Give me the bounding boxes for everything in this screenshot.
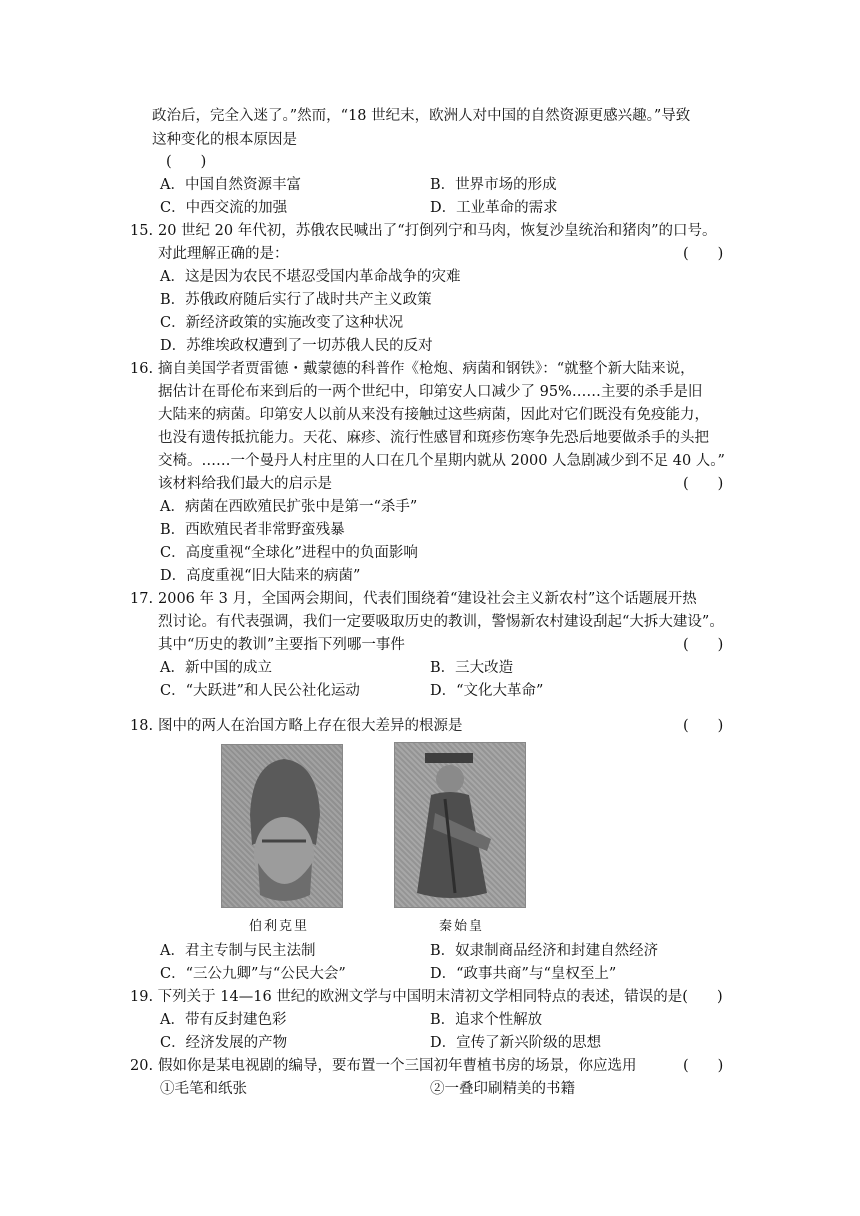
q16-stem-line3: 大陆来的病菌。印第安人以前从来没有接触过这些病菌，因此对它们既没有免疫能力，	[158, 407, 709, 423]
q17-option-a: A．新中国的成立	[160, 660, 272, 676]
q15-answer-paren: ( )	[683, 246, 724, 262]
q16-number: 16.	[130, 361, 154, 377]
q16-stem-line4: 也没有遗传抵抗能力。天花、麻疹、流行性感冒和斑疹伤寒争先恐后地要做杀手的头把	[158, 430, 709, 446]
q18-option-b: B．奴隶制商品经济和封建自然经济	[430, 943, 659, 959]
q16-stem-line6: 该材料给我们最大的启示是	[158, 476, 332, 492]
q18-answer-paren: ( )	[683, 718, 724, 734]
q14-stem-line1: 政治后，完全入迷了。”然而，“18 世纪末，欧洲人对中国的自然资源更感兴趣。”导致	[152, 108, 691, 124]
q16-option-b: B．西欧殖民者非常野蛮残暴	[160, 522, 345, 538]
q18-option-c: C．“三公九卿”与“公民大会”	[160, 966, 346, 982]
pericles-caption: 伯利克里	[249, 919, 310, 934]
q18-number: 18.	[130, 718, 154, 734]
qin-shi-huang-caption: 秦始皇	[439, 919, 485, 934]
q15-stem-line2: 对此理解正确的是：	[158, 246, 289, 262]
q19-option-a: A．带有反封建色彩	[160, 1012, 287, 1028]
q20-stem: 假如你是某电视剧的编导，要布置一个三国初年曹植书房的场景，你应选用	[158, 1058, 637, 1074]
q14-answer-paren: ( )	[166, 154, 207, 170]
q16-stem-line2: 据估计在哥伦布来到后的一两个世纪中，印第安人口减少了 95%……主要的杀手是旧	[158, 384, 703, 400]
q18-option-a: A．君主专制与民主法制	[160, 943, 316, 959]
pericles-portrait	[221, 744, 343, 908]
q16-stem-line1: 摘自美国学者贾雷德・戴蒙德的科普作《枪炮、病菌和钢铁》：“就整个新大陆来说，	[158, 361, 695, 377]
q17-option-d: D．“文化大革命”	[430, 683, 544, 699]
q14-option-d: D．工业革命的需求	[430, 200, 558, 216]
q17-stem-line1: 2006 年 3 月，全国两会期间，代表们围绕着“建设社会主义新农村”这个话题展开热	[158, 591, 697, 607]
q14-option-c: C．中西交流的加强	[160, 200, 288, 216]
q15-option-c: C．新经济政策的实施改变了这种状况	[160, 315, 404, 331]
q20-option-1: ①毛笔和纸张	[160, 1081, 247, 1097]
q15-option-d: D．苏维埃政权遭到了一切苏俄人民的反对	[160, 338, 433, 354]
q20-number: 20.	[130, 1058, 154, 1074]
q19-option-c: C．经济发展的产物	[160, 1035, 288, 1051]
q15-stem-line1: 20 世纪 20 年代初，苏俄农民喊出了“打倒列宁和马肉，恢复沙皇统治和猪肉”的口号。	[158, 223, 717, 239]
q15-number: 15.	[130, 223, 154, 239]
q20-answer-paren: ( )	[683, 1058, 724, 1074]
q16-option-c: C．高度重视“全球化”进程中的负面影响	[160, 545, 418, 561]
q17-number: 17.	[130, 591, 154, 607]
q19-option-d: D．宣传了新兴阶级的思想	[430, 1035, 602, 1051]
q19-stem: 19. 下列关于 14—16 世纪的欧洲文学与中国明末清初文学相同特点的表述，错误的是( )	[130, 989, 723, 1005]
q18-stem: 图中的两人在治国方略上存在很大差异的根源是	[158, 718, 463, 734]
q17-stem-line2: 烈讨论。有代表强调，我们一定要吸取历史的教训，警惕新农村建设刮起“大拆大建设”。	[158, 614, 724, 630]
q17-stem-line3: 其中“历史的教训”主要指下列哪一事件	[158, 637, 405, 653]
q16-option-a: A．病菌在西欧殖民扩张中是第一“杀手”	[160, 499, 418, 515]
q14-option-a: A．中国自然资源丰富	[160, 177, 301, 193]
q19-option-b: B．追求个性解放	[430, 1012, 543, 1028]
q20-option-2: ②一叠印刷精美的书籍	[430, 1081, 575, 1097]
q14-option-b: B．世界市场的形成	[430, 177, 557, 193]
q17-answer-paren: ( )	[683, 637, 724, 653]
q16-stem-line5: 交椅。……一个曼丹人村庄里的人口在几个星期内就从 2000 人急剧减少到不足 40 人。”	[158, 453, 725, 469]
q15-option-a: A．这是因为农民不堪忍受国内革命战争的灾难	[160, 269, 461, 285]
q17-option-c: C．“大跃进”和人民公社化运动	[160, 683, 360, 699]
q14-stem-line2: 这种变化的根本原因是	[152, 132, 297, 148]
pericles-bust-drawing	[222, 745, 342, 907]
q17-option-b: B．三大改造	[430, 660, 514, 676]
q16-option-d: D．高度重视“旧大陆来的病菌”	[160, 568, 361, 584]
q16-answer-paren: ( )	[683, 476, 724, 492]
q18-option-d: D．“政事共商”与“皇权至上”	[430, 966, 617, 982]
qin-shi-huang-figure-drawing	[395, 743, 525, 907]
q15-option-b: B．苏俄政府随后实行了战时共产主义政策	[160, 292, 432, 308]
qin-shi-huang-portrait	[394, 742, 526, 908]
